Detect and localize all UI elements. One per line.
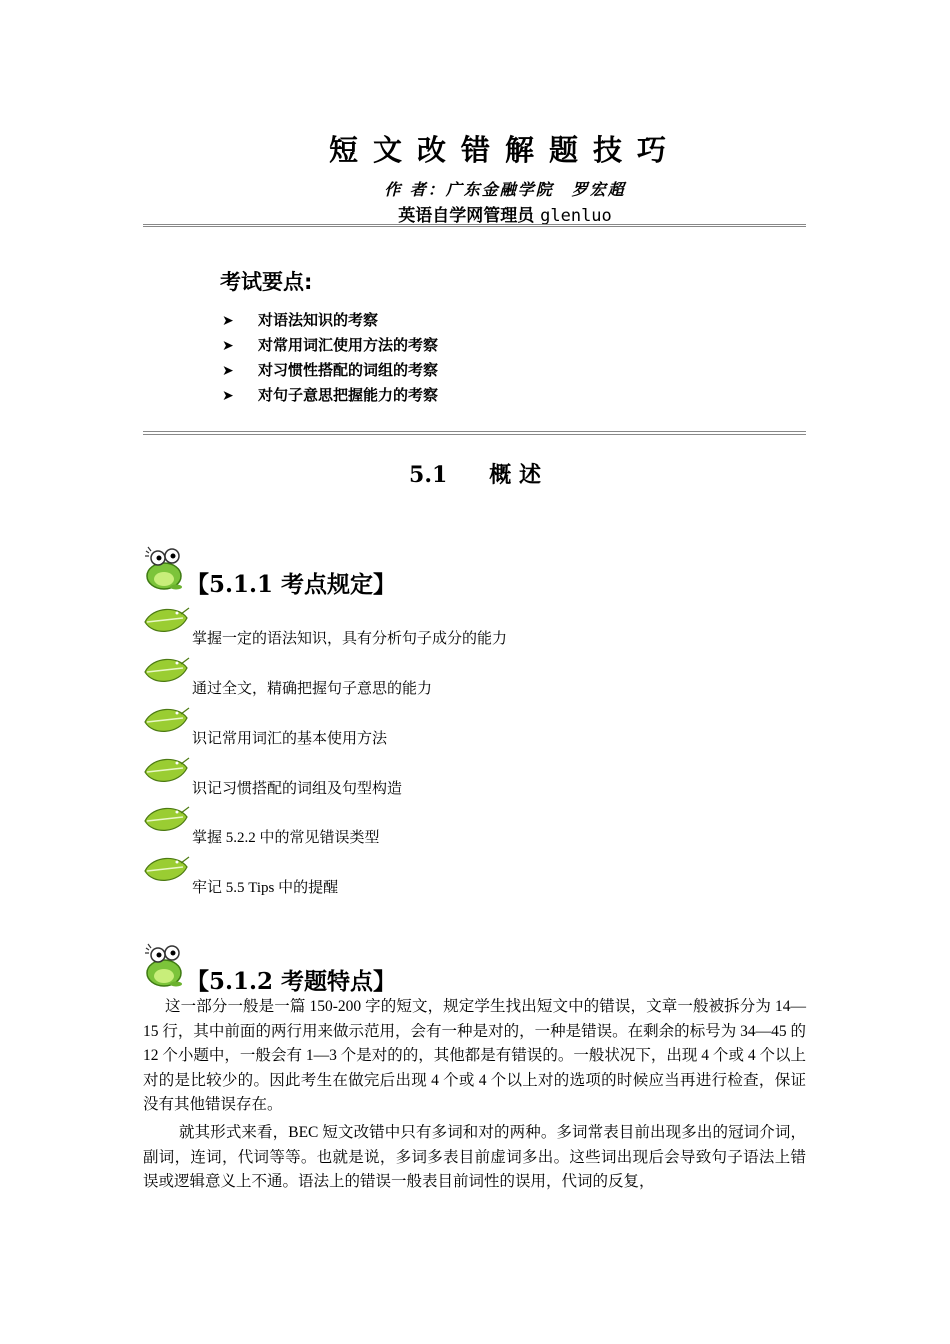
arrow-bullet-icon: ➤: [222, 313, 234, 329]
header-divider: [143, 224, 806, 227]
section-divider: [143, 431, 806, 435]
leaf-icon: [143, 604, 191, 640]
leaf-icon: [143, 853, 191, 889]
body-paragraph: 这一部分一般是一篇 150-200 字的短文，规定学生找出短文中的错误，文章一般被拆分为 14—15 行，其中前面的两行用来做示范用，会有一种是对的，一种是错误。在剩余的标号为 34—45 的 12 个小题中，一般会有 1—3 个是对的的，其他都是有错误的。一般状况下，出现 4 个或 4 个以上对的是比较少的。因此考生在做完后出现 4 个或 4 个以上对的选项的时候应当再进行检查，保证没有其他错误存在。: [143, 998, 806, 1113]
document-title: 短文改错解题技巧: [328, 133, 681, 167]
exam-point-item: ➤ 对句子意思把握能力的考察: [222, 383, 438, 408]
leaf-icon: [143, 803, 191, 839]
exam-point-item: ➤ 对语法知识的考察: [222, 308, 438, 333]
section-heading: [0, 458, 950, 489]
rule-item: 识记习惯搭配的词组及句型构造: [192, 781, 403, 797]
author-line: 作 者：广东金融学院 罗宏超: [384, 180, 626, 199]
exam-point-item: ➤ 对习惯性搭配的词组的考察: [222, 358, 438, 383]
exam-points-title: 考试要点:: [220, 270, 313, 294]
frog-icon: [143, 942, 189, 988]
admin-name: glenluo: [540, 206, 612, 226]
rule-item: 掌握 5.2.2 中的常见错误类型: [192, 830, 380, 846]
arrow-bullet-icon: ➤: [222, 388, 234, 404]
frog-icon: [143, 545, 189, 591]
leaf-icon: [143, 704, 191, 740]
section-name: 概 述: [489, 462, 541, 488]
body-paragraph: 就其形式来看，BEC 短文改错中只有多词和对的两种。多词常表目前出现多出的冠词介词，副词，连词，代词等等。也就是说，多词多表目前虚词多出。这些词出现后会导致句子语法上错误或逻辑意义上不通。语法上的错误一般表目前词性的误用，代词的反复，: [143, 1124, 806, 1190]
rule-item: 识记常用词汇的基本使用方法: [192, 731, 388, 747]
leaf-icon: [143, 654, 191, 690]
subsection-title: 【5.1.2 考题特点】: [186, 968, 397, 995]
rule-item: 掌握一定的语法知识，具有分析句子成分的能力: [192, 631, 508, 647]
section-number: 5.1: [409, 462, 448, 488]
arrow-bullet-icon: ➤: [222, 363, 234, 379]
subsection-title: 【5.1.1 考点规定】: [186, 571, 397, 598]
rule-item: 牢记 5.5 Tips 中的提醒: [192, 880, 339, 896]
exam-point-item: ➤ 对常用词汇使用方法的考察: [222, 333, 438, 358]
admin-line: [0, 201, 950, 226]
leaf-icon: [143, 754, 191, 790]
arrow-bullet-icon: ➤: [222, 338, 234, 354]
rule-item: 通过全文，精确把握句子意思的能力: [192, 681, 433, 697]
admin-label: 英语自学网管理员: [398, 206, 535, 226]
exam-points-list: [222, 308, 438, 408]
